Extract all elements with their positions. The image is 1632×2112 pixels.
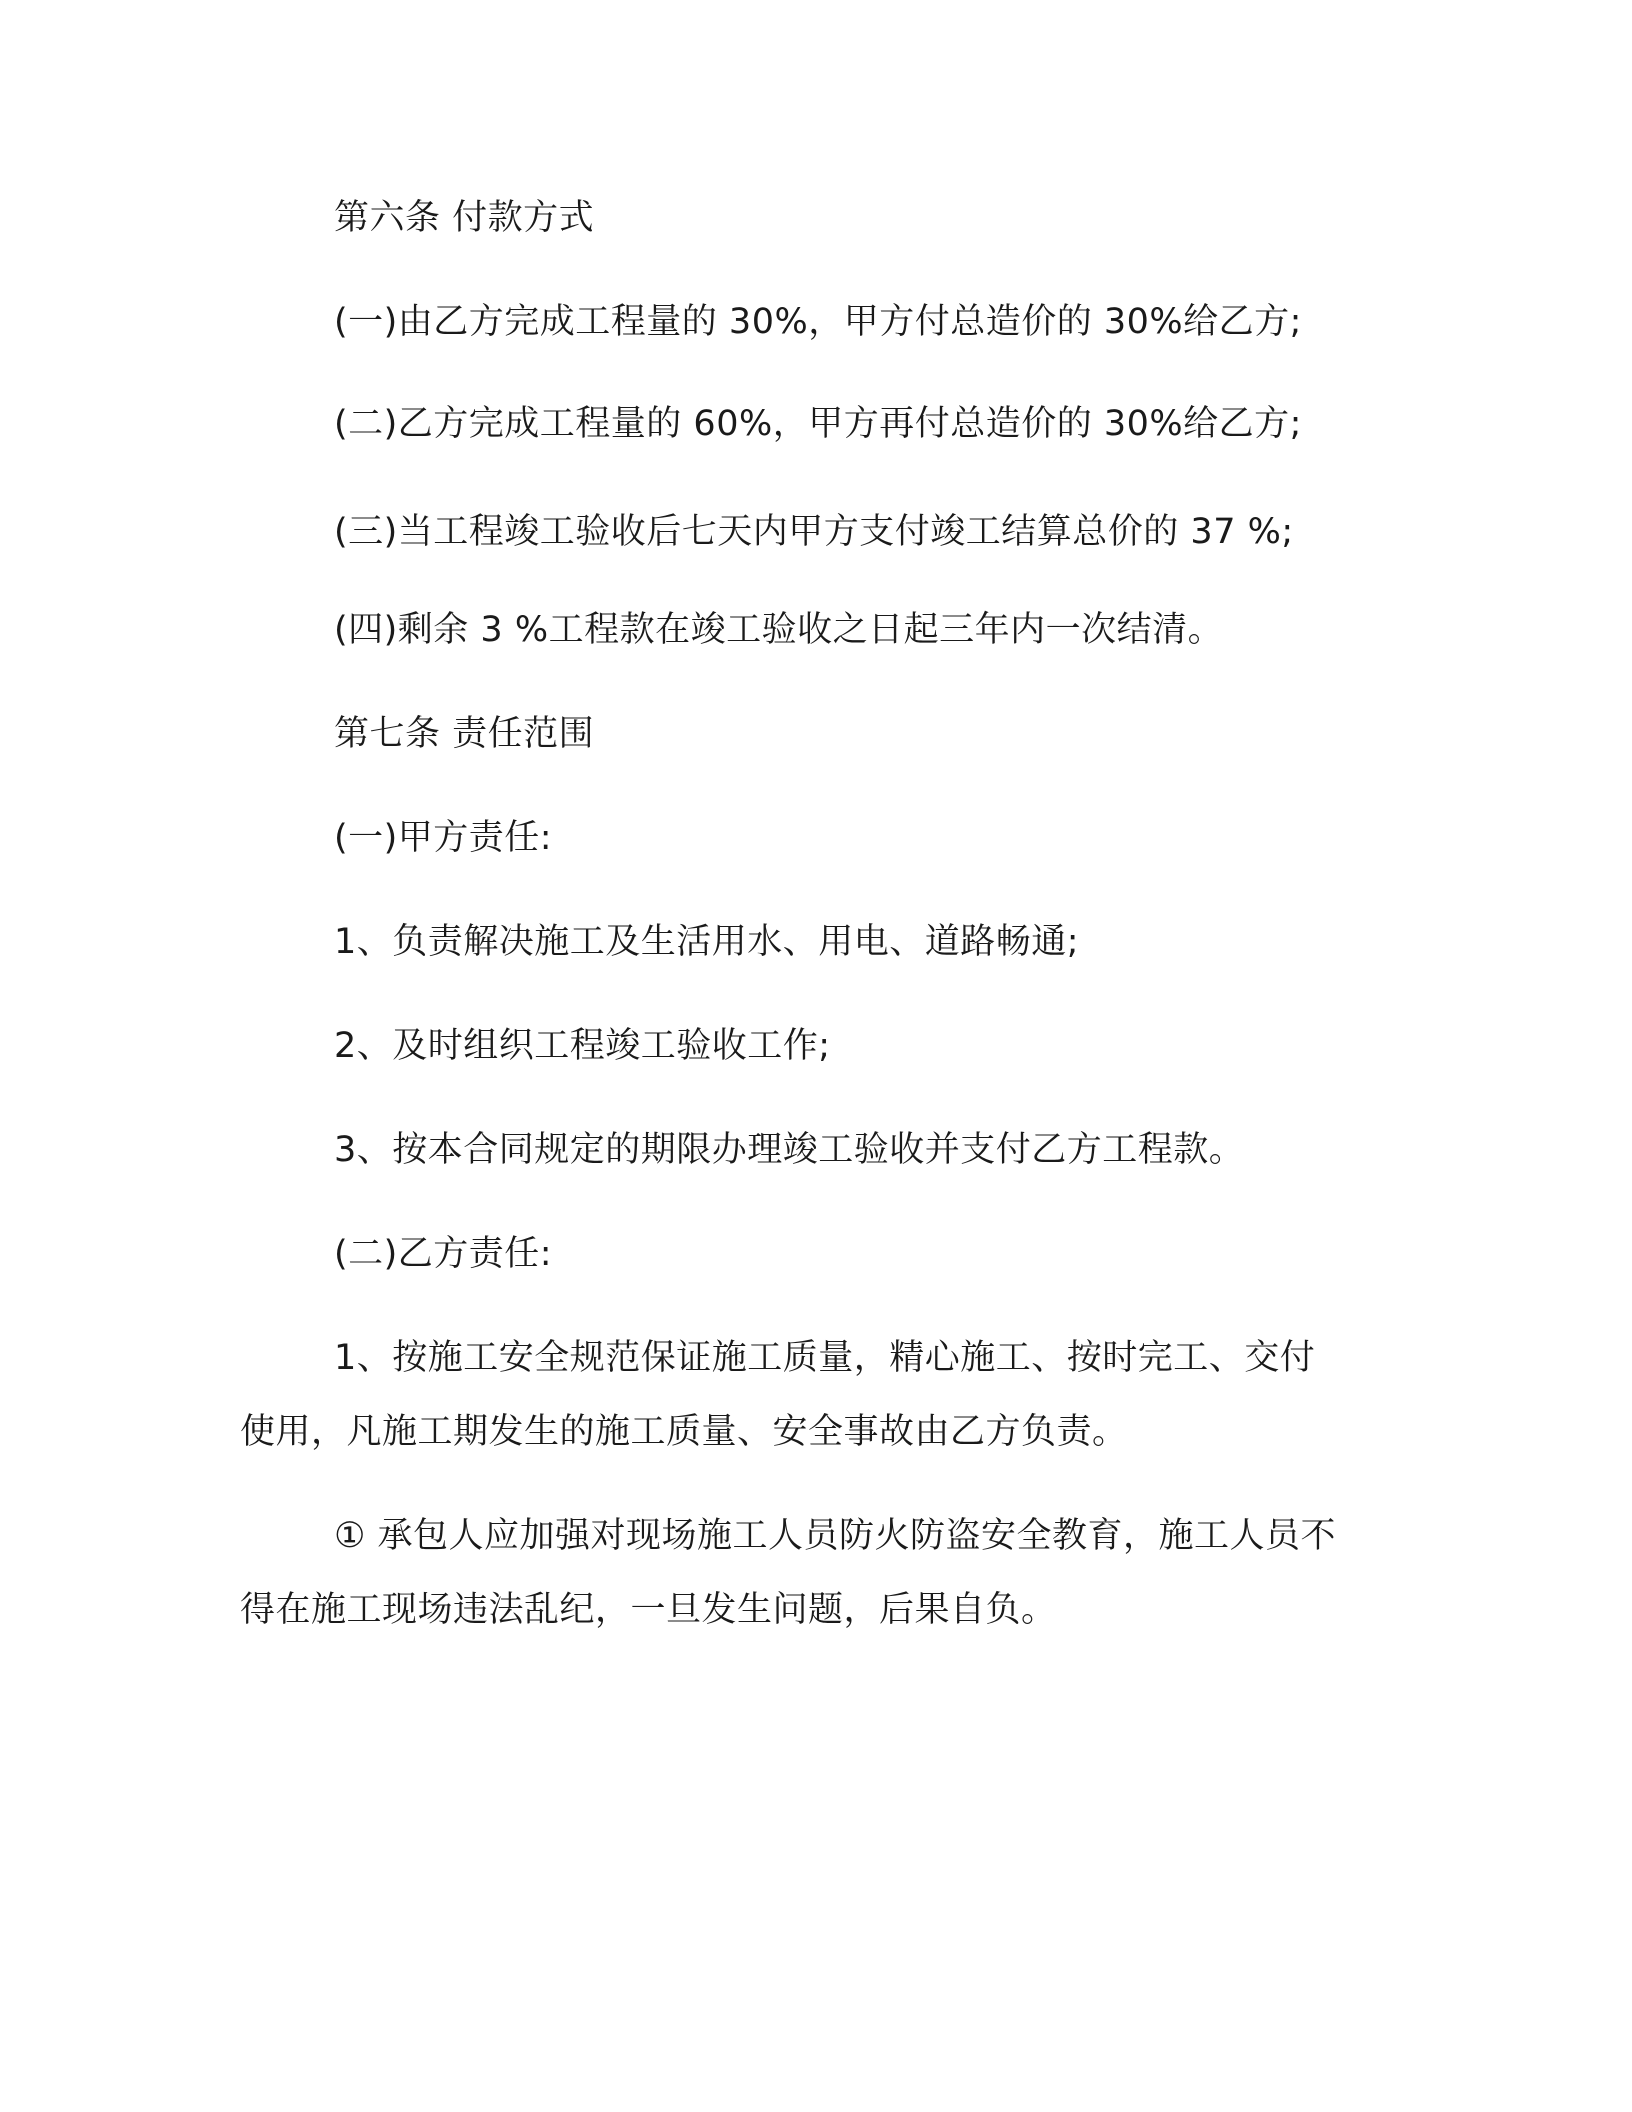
party-b-heading: (二)乙方责任: — [334, 1234, 553, 1274]
payment-item-4: (四)剩余 3 %工程款在竣工验收之日起三年内一次结清。 — [334, 610, 1224, 650]
party-a-heading: (一)甲方责任: — [334, 818, 553, 858]
payment-item-1: (一)由乙方完成工程量的 30%，甲方付总造价的 30%给乙方; — [334, 302, 1302, 342]
article-7-heading: 第七条 责任范围 — [334, 714, 595, 754]
party-b-item-1-line-1: 1、按施工安全规范保证施工质量，精心施工、按时完工、交付 — [334, 1338, 1316, 1378]
payment-item-2: (二)乙方完成工程量的 60%，甲方再付总造价的 30%给乙方; — [334, 404, 1302, 444]
party-b-item-1-line-2: 使用，凡施工期发生的施工质量、安全事故由乙方负责。 — [240, 1412, 1128, 1452]
party-a-item-3: 3、按本合同规定的期限办理竣工验收并支付乙方工程款。 — [334, 1130, 1245, 1170]
party-a-item-2: 2、及时组织工程竣工验收工作; — [334, 1026, 831, 1066]
article-6-heading: 第六条 付款方式 — [334, 198, 595, 238]
party-b-subitem-1-line-1: ① 承包人应加强对现场施工人员防火防盗安全教育，施工人员不 — [334, 1516, 1337, 1556]
party-a-item-1: 1、负责解决施工及生活用水、用电、道路畅通; — [334, 922, 1080, 962]
party-b-subitem-1-line-2: 得在施工现场违法乱纪，一旦发生问题，后果自负。 — [240, 1590, 1057, 1630]
payment-item-3: (三)当工程竣工验收后七天内甲方支付竣工结算总价的 37 %; — [334, 512, 1294, 552]
